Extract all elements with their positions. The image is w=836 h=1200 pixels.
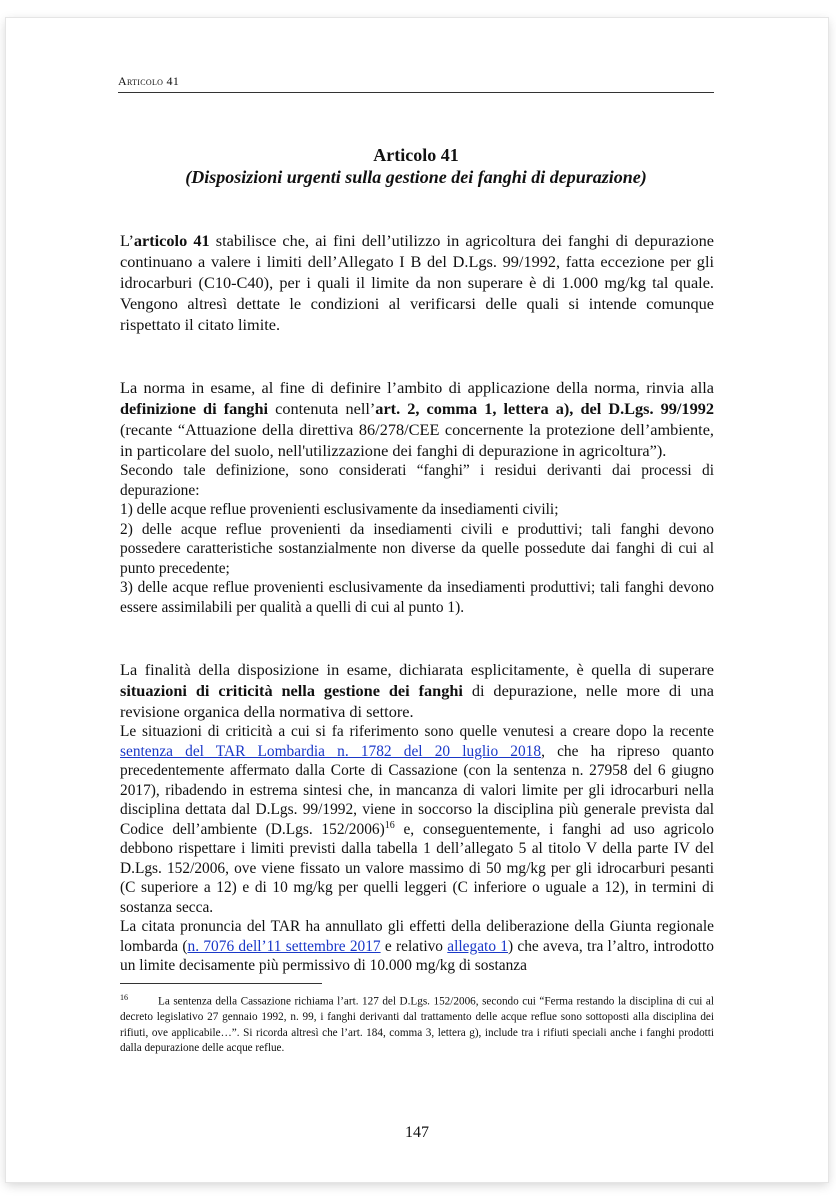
footnote-text: La sentenza della Cassazione richiama l’art. 127 del D.Lgs. 152/2006, secondo cui “Ferma restando la disciplina di cui al decreto legislativo 27 gennaio 1992, n. 99, i fanghi derivanti dal trattamento delle acque reflue sono sottoposti alla disciplina dei rifiuti, ove applicabile…”. Si ricorda altresì che l’art. 184, comma 3, lettera g), include tra i rifiuti speciali anche i fanghi prodotti dalla depurazione delle acque reflue. [120, 995, 714, 1055]
footnote-ref[interactable]: 16 [384, 819, 395, 831]
paragraph-4: La finalità della disposizione in esame, dichiarata esplicitamente, è quella di superare situazioni di criticità nella gestione dei fanghi di depurazione, nelle more di una revisione organica della normativa di settore. [120, 660, 714, 721]
running-header: Articolo 41 [118, 74, 714, 93]
article-subtitle: (Disposizioni urgenti sulla gestione dei fanghi di depurazione) [185, 167, 647, 187]
definition-item-2: 2) delle acque reflue provenienti da insediamenti civili e produttivi; tali fanghi devono possedere caratteristiche sostanzialmente non diverse da quelle possedute dai fanghi di cui al punto precedente; [120, 520, 714, 577]
page-number: 147 [405, 1124, 429, 1141]
body-text [120, 230, 714, 976]
deliberation-link[interactable]: n. 7076 dell’11 settembre 2017 [187, 937, 381, 955]
paragraph-6: La citata pronuncia del TAR ha annullato gli effetti della deliberazione della Giunta regionale lombarda (n. 7076 dell’11 settembre 2017 e relativo allegato 1) che aveva, tra l’altro, introdotto un limite decisamente più permissivo di 10.000 mg/kg di sostanza [120, 918, 714, 974]
title-block [118, 144, 714, 188]
paragraph-2: La norma in esame, al fine di definire l’ambito di applicazione della norma, rinvia alla definizione di fanghi contenuta nell’art. 2, comma 1, lettera a), del D.Lgs. 99/1992 (recante “Attuazione della direttiva 86/278/CEE concernente la protezione dell’ambiente, in particolare del suolo, nell'utilizzazione dei fanghi di depurazione in agricoltura”). [120, 378, 714, 460]
article-title: Articolo 41 [373, 145, 459, 165]
paragraph-5: Le situazioni di criticità a cui si fa riferimento sono quelle venutesi a creare dopo la recente sentenza del TAR Lombardia n. 1782 del 20 luglio 2018, che ha ripreso quanto precedentemente affermato dalla Corte di Cassazione (con la sentenza n. 27958 del 6 giugno 2017), ribadendo in estrema sintesi che, in mancanza di valori limite per gli idrocarburi nella disciplina dettata dal D.Lgs. 99/1992, viene in soccorso la disciplina più generale prevista dal Codice dell’ambiente (D.Lgs. 152/2006)$^{16}$ e, conseguentemente, i fanghi ad uso agricolo debbono rispettare i limiti previsti dalla tabella 1 dell’allegato 5 al titolo V della parte IV del D.Lgs. 152/2006, ove viene fissato un valore massimo di 50 mg/kg per gli idrocarburi pesanti (C superiore a 12) e di 10 mg/kg per quelli leggeri (C inferiore o uguale a 12), in termini di sostanza secca. [120, 723, 715, 916]
paragraph-1: L’articolo 41 stabilisce che, ai fini dell’utilizzo in agricoltura dei fanghi di depurazione continuano a valere i limiti dell’Allegato I B del D.Lgs. 99/1992, fatta eccezione per gli idrocarburi (C10-C40), per i quali il limite da non superare è di 1.000 mg/kg tal quale. Vengono altresì dettate le condizioni al verificarsi delle quali si intende comunque rispettato il citato limite. [120, 231, 714, 334]
footnote-number: 16 [120, 993, 128, 1002]
definition-intro: Secondo tale definizione, sono considerati “fanghi” i residui derivanti dai processi di depurazione: [120, 462, 714, 499]
definition-item-1: 1) delle acque reflue provenienti esclusivamente da insediamenti civili; [120, 501, 559, 518]
tar-sentence-link[interactable]: sentenza del TAR Lombardia n. 1782 del 20 luglio 2018 [120, 742, 542, 760]
definition-item-3: 3) delle acque reflue provenienti esclusivamente da insediamenti produttivi; tali fanghi devono essere assimilabili per qualità a quelli di cui al punto 1). [120, 579, 714, 616]
footnote-divider [120, 983, 322, 984]
annex-link[interactable]: allegato 1 [447, 937, 508, 955]
footnote [120, 990, 714, 1057]
